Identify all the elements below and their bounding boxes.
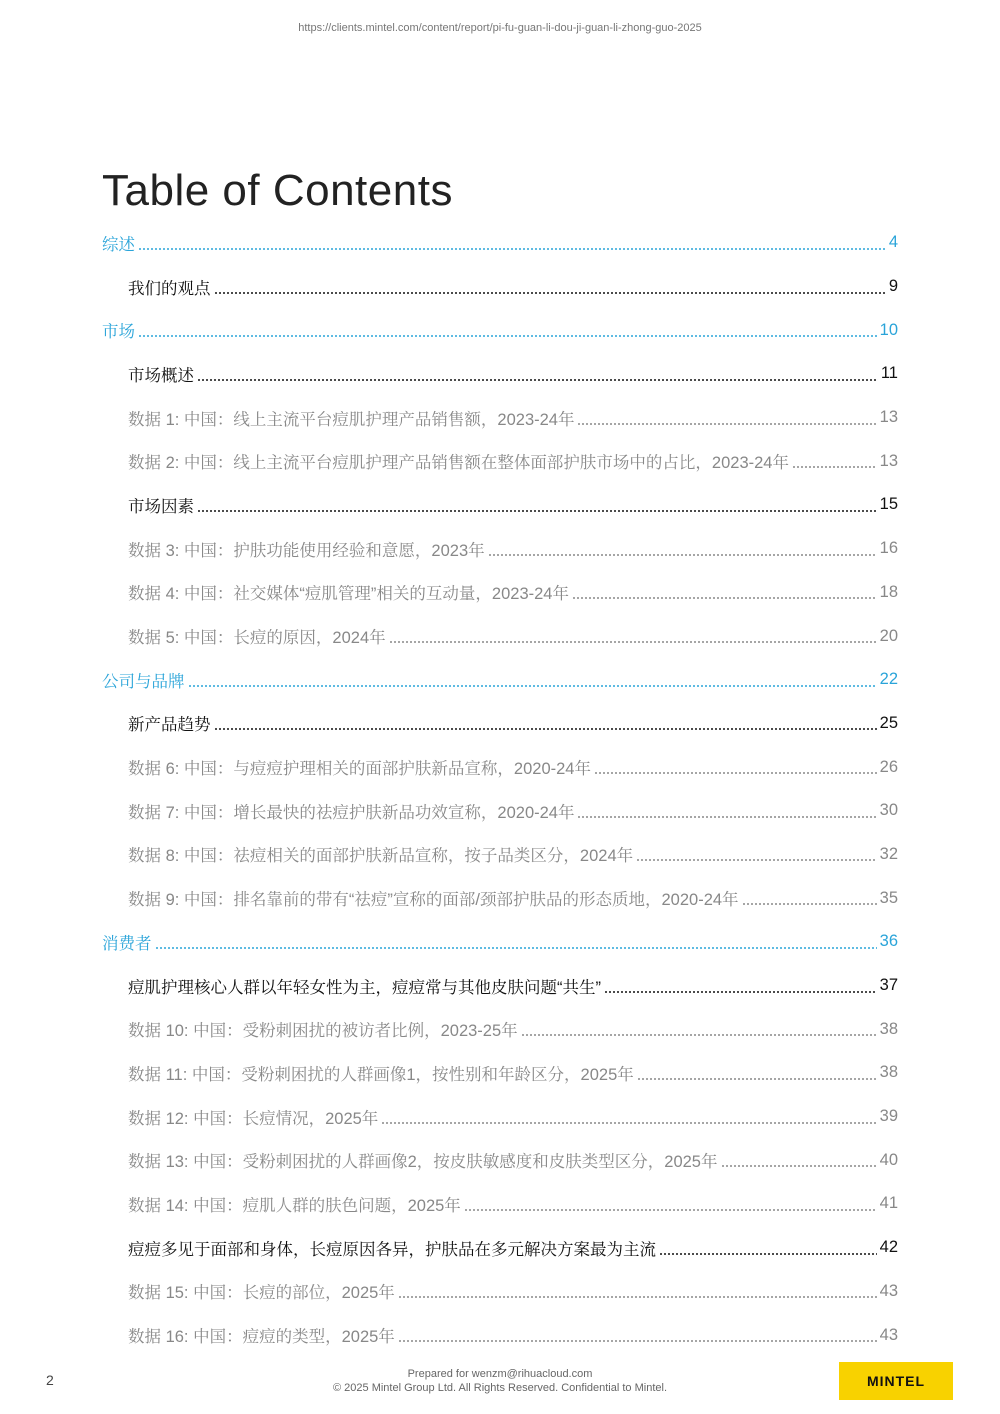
toc-entry-page[interactable]: 13 xyxy=(879,408,898,427)
dot-leader xyxy=(214,292,886,294)
table-of-contents xyxy=(0,221,1000,1357)
toc-entry-label[interactable]: 数据 9: 中国：排名靠前的带有“祛痘”宣称的面部/颈部护肤品的形态质地，2020-24年 xyxy=(128,891,739,910)
toc-entry-page[interactable]: 25 xyxy=(879,713,898,732)
dot-leader xyxy=(138,248,886,250)
toc-entry-label[interactable]: 数据 14: 中国：痘肌人群的肤色问题，2025年 xyxy=(128,1196,461,1215)
toc-entry-page[interactable]: 35 xyxy=(879,888,898,907)
toc-entry-page[interactable]: 43 xyxy=(879,1325,898,1344)
toc-entry-page[interactable]: 15 xyxy=(879,495,898,514)
toc-entry-sub[interactable] xyxy=(0,702,1000,746)
toc-entry-label[interactable]: 数据 12: 中国：长痘情况，2025年 xyxy=(128,1109,379,1128)
toc-entry-page[interactable]: 18 xyxy=(879,582,898,601)
dot-leader xyxy=(637,1078,877,1080)
toc-entry-page[interactable]: 32 xyxy=(879,844,898,863)
toc-entry-data[interactable] xyxy=(0,1051,1000,1095)
toc-entry-data[interactable] xyxy=(0,1182,1000,1226)
dot-leader xyxy=(381,1122,876,1124)
dot-leader xyxy=(464,1209,877,1211)
dot-leader xyxy=(214,728,877,730)
toc-entry-sub[interactable] xyxy=(0,483,1000,527)
toc-entry-page[interactable]: 41 xyxy=(879,1194,898,1213)
dot-leader xyxy=(577,816,876,818)
toc-entry-label[interactable]: 痘肌护理核心人群以年轻女性为主，痘痘常与其他皮肤问题“共生” xyxy=(128,978,601,997)
mintel-logo: MINTEL xyxy=(839,1362,953,1400)
page-url: https://clients.mintel.com/content/report/pi-fu-guan-li-dou-ji-guan-li-zhong-guo-2025 xyxy=(298,22,702,34)
toc-entry-data[interactable] xyxy=(0,396,1000,440)
toc-entry-data[interactable] xyxy=(0,571,1000,615)
toc-entry-label[interactable]: 数据 6: 中国：与痘痘护理相关的面部护肤新品宣称，2020-24年 xyxy=(128,760,591,779)
toc-entry-page[interactable]: 36 xyxy=(879,932,898,951)
toc-entry-sub[interactable] xyxy=(0,352,1000,396)
toc-entry-label[interactable]: 公司与品牌 xyxy=(102,672,185,691)
toc-entry-data[interactable] xyxy=(0,614,1000,658)
toc-entry-label[interactable]: 数据 7: 中国：增长最快的祛痘护肤新品功效宣称，2020-24年 xyxy=(128,803,575,822)
toc-entry-label[interactable]: 数据 2: 中国：线上主流平台痘肌护理产品销售额在整体面部护肤市场中的占比，2023-24年 xyxy=(128,454,789,473)
toc-entry-page[interactable]: 39 xyxy=(879,1107,898,1126)
toc-entry-page[interactable]: 37 xyxy=(879,976,898,995)
toc-entry-data[interactable] xyxy=(0,789,1000,833)
dot-leader xyxy=(389,641,877,643)
toc-entry-data[interactable] xyxy=(0,1095,1000,1139)
toc-entry-label[interactable]: 数据 15: 中国：长痘的部位，2025年 xyxy=(128,1284,395,1303)
dot-leader xyxy=(594,772,877,774)
toc-entry-data[interactable] xyxy=(0,1270,1000,1314)
toc-entry-label[interactable]: 数据 16: 中国：痘痘的类型，2025年 xyxy=(128,1328,395,1347)
toc-entry-label[interactable]: 消费者 xyxy=(102,934,152,953)
toc-entry-sub[interactable] xyxy=(0,964,1000,1008)
dot-leader xyxy=(138,335,877,337)
toc-entry-page[interactable]: 16 xyxy=(879,539,898,558)
toc-entry-label[interactable]: 市场 xyxy=(102,323,135,342)
dot-leader xyxy=(398,1340,877,1342)
toc-entry-page[interactable]: 11 xyxy=(880,364,898,383)
toc-entry-page[interactable]: 26 xyxy=(879,757,898,776)
toc-entry-page[interactable]: 38 xyxy=(879,1063,898,1082)
copyright: © 2025 Mintel Group Ltd. All Rights Reserved. Confidential to Mintel. xyxy=(333,1382,667,1394)
dot-leader xyxy=(488,554,877,556)
toc-entry-page[interactable]: 40 xyxy=(879,1150,898,1169)
toc-entry-section[interactable] xyxy=(0,920,1000,964)
prepared-for: Prepared for wenzm@rihuacloud.com xyxy=(407,1368,593,1380)
toc-entry-page[interactable]: 42 xyxy=(879,1238,898,1257)
toc-entry-label[interactable]: 综述 xyxy=(102,235,135,254)
toc-entry-data[interactable] xyxy=(0,527,1000,571)
toc-entry-section[interactable] xyxy=(0,221,1000,265)
toc-entry-page[interactable]: 9 xyxy=(888,277,898,296)
dot-leader xyxy=(155,947,877,949)
toc-entry-data[interactable] xyxy=(0,833,1000,877)
toc-entry-label[interactable]: 市场因素 xyxy=(128,497,194,516)
toc-entry-label[interactable]: 数据 10: 中国：受粉刺困扰的被访者比例，2023-25年 xyxy=(128,1022,518,1041)
toc-entry-label[interactable]: 数据 11: 中国：受粉刺困扰的人群画像1，按性别和年龄区分，2025年 xyxy=(128,1065,634,1084)
dot-leader xyxy=(521,1034,877,1036)
dot-leader xyxy=(197,510,877,512)
toc-entry-page[interactable]: 38 xyxy=(879,1019,898,1038)
toc-entry-section[interactable] xyxy=(0,308,1000,352)
page-title: Table of Contents xyxy=(102,166,453,215)
toc-entry-data[interactable] xyxy=(0,1313,1000,1357)
dot-leader xyxy=(572,597,877,599)
toc-entry-data[interactable] xyxy=(0,876,1000,920)
toc-entry-label[interactable]: 数据 3: 中国：护肤功能使用经验和意愿，2023年 xyxy=(128,541,485,560)
dot-leader xyxy=(636,859,877,861)
toc-entry-data[interactable] xyxy=(0,1138,1000,1182)
toc-entry-label[interactable]: 数据 1: 中国：线上主流平台痘肌护理产品销售额，2023-24年 xyxy=(128,410,575,429)
toc-entry-label[interactable]: 新产品趋势 xyxy=(128,716,211,735)
toc-entry-label[interactable]: 市场概述 xyxy=(128,366,194,385)
toc-entry-page[interactable]: 4 xyxy=(888,233,898,252)
toc-entry-data[interactable] xyxy=(0,745,1000,789)
toc-entry-label[interactable]: 痘痘多见于面部和身体，长痘原因各异，护肤品在多元解决方案最为主流 xyxy=(128,1240,656,1259)
dot-leader xyxy=(188,685,877,687)
toc-entry-page[interactable]: 13 xyxy=(879,451,898,470)
toc-entry-label[interactable]: 数据 4: 中国：社交媒体“痘肌管理”相关的互动量，2023-24年 xyxy=(128,585,569,604)
dot-leader xyxy=(197,379,878,381)
dot-leader xyxy=(398,1296,877,1298)
toc-entry-sub[interactable] xyxy=(0,265,1000,309)
toc-entry-page[interactable]: 20 xyxy=(879,626,898,645)
page-number: 2 xyxy=(46,1372,54,1388)
dot-leader xyxy=(577,423,876,425)
toc-entry-page[interactable]: 10 xyxy=(879,320,898,339)
toc-entry-label[interactable]: 数据 8: 中国：祛痘相关的面部护肤新品宣称，按子品类区分，2024年 xyxy=(128,847,634,866)
toc-entry-sub[interactable] xyxy=(0,1226,1000,1270)
toc-entry-page[interactable]: 30 xyxy=(879,801,898,820)
toc-entry-page[interactable]: 22 xyxy=(879,670,898,689)
dot-leader xyxy=(604,991,877,993)
toc-entry-data[interactable] xyxy=(0,1007,1000,1051)
toc-entry-label[interactable]: 数据 13: 中国：受粉刺困扰的人群画像2，按皮肤敏感度和皮肤类型区分，2025年 xyxy=(128,1153,718,1172)
toc-entry-data[interactable] xyxy=(0,439,1000,483)
dot-leader xyxy=(742,903,877,905)
toc-entry-page[interactable]: 43 xyxy=(879,1281,898,1300)
dot-leader xyxy=(792,466,877,468)
toc-entry-section[interactable] xyxy=(0,658,1000,702)
dot-leader xyxy=(659,1253,877,1255)
toc-entry-label[interactable]: 数据 5: 中国：长痘的原因，2024年 xyxy=(128,629,386,648)
dot-leader xyxy=(721,1165,877,1167)
toc-entry-label[interactable]: 我们的观点 xyxy=(128,279,211,298)
